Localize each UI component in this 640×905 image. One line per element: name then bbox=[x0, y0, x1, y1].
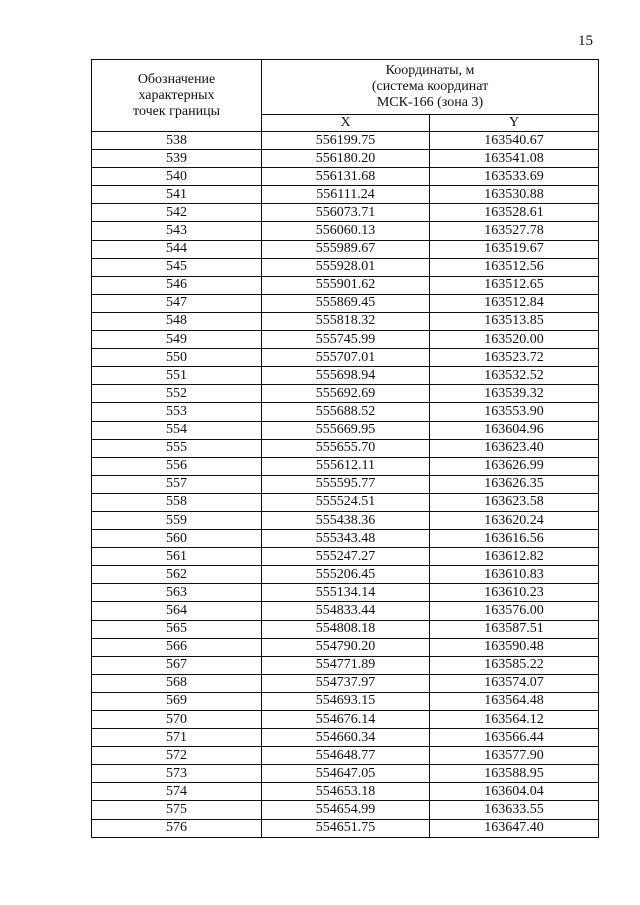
point-number-cell: 551 bbox=[92, 367, 262, 385]
coordinates-header bbox=[262, 60, 599, 115]
y-coordinate-cell: 163539.32 bbox=[430, 385, 599, 403]
coordinates-table bbox=[91, 59, 599, 838]
table-row bbox=[92, 367, 599, 385]
y-coordinate-cell: 163530.88 bbox=[430, 186, 599, 204]
point-number-cell: 564 bbox=[92, 602, 262, 620]
table-row bbox=[92, 656, 599, 674]
y-coordinate-cell: 163577.90 bbox=[430, 747, 599, 765]
table-row bbox=[92, 132, 599, 150]
table-row bbox=[92, 548, 599, 566]
point-number-cell: 544 bbox=[92, 240, 262, 258]
point-number-cell: 542 bbox=[92, 204, 262, 222]
x-coordinate-cell: 555524.51 bbox=[262, 493, 430, 511]
point-number-cell: 553 bbox=[92, 403, 262, 421]
designation-header bbox=[92, 60, 262, 132]
point-number-cell: 549 bbox=[92, 331, 262, 349]
y-coordinate-cell: 163553.90 bbox=[430, 403, 599, 421]
x-coordinate-cell: 554693.15 bbox=[262, 692, 430, 710]
table-row bbox=[92, 711, 599, 729]
table-row bbox=[92, 385, 599, 403]
y-coordinate-cell: 163576.00 bbox=[430, 602, 599, 620]
point-number-cell: 560 bbox=[92, 530, 262, 548]
y-coordinate-cell: 163528.61 bbox=[430, 204, 599, 222]
point-number-cell: 569 bbox=[92, 692, 262, 710]
table-row bbox=[92, 349, 599, 367]
point-number-cell: 541 bbox=[92, 186, 262, 204]
point-number-cell: 548 bbox=[92, 312, 262, 330]
y-coordinate-cell: 163626.99 bbox=[430, 457, 599, 475]
y-coordinate-cell: 163612.82 bbox=[430, 548, 599, 566]
page-number: 15 bbox=[578, 33, 593, 49]
table-row bbox=[92, 819, 599, 837]
x-coordinate-cell: 556060.13 bbox=[262, 222, 430, 240]
point-number-cell: 550 bbox=[92, 349, 262, 367]
table-row bbox=[92, 566, 599, 584]
y-coordinate-cell: 163564.12 bbox=[430, 711, 599, 729]
table-row bbox=[92, 493, 599, 511]
coordinates-header-line: (система координат bbox=[371, 79, 489, 94]
y-coordinate-cell: 163616.56 bbox=[430, 530, 599, 548]
table-row bbox=[92, 168, 599, 186]
point-number-cell: 567 bbox=[92, 656, 262, 674]
y-coordinate-cell: 163626.35 bbox=[430, 475, 599, 493]
y-coordinate-cell: 163610.83 bbox=[430, 566, 599, 584]
table-row bbox=[92, 204, 599, 222]
point-number-cell: 562 bbox=[92, 566, 262, 584]
coordinates-header-line: Координаты, м bbox=[385, 63, 475, 78]
x-coordinate-cell: 554737.97 bbox=[262, 674, 430, 692]
y-coordinate-cell: 163512.56 bbox=[430, 258, 599, 276]
x-coordinate-cell: 555206.45 bbox=[262, 566, 430, 584]
table-row bbox=[92, 674, 599, 692]
y-coordinate-cell: 163512.65 bbox=[430, 276, 599, 294]
x-coordinate-cell: 556131.68 bbox=[262, 168, 430, 186]
designation-header-line: точек границы bbox=[133, 103, 220, 119]
y-coordinate-cell: 163610.23 bbox=[430, 584, 599, 602]
y-coordinate-cell: 163523.72 bbox=[430, 349, 599, 367]
x-coordinate-cell: 555612.11 bbox=[262, 457, 430, 475]
y-coordinate-cell: 163532.52 bbox=[430, 367, 599, 385]
x-coordinate-cell: 556199.75 bbox=[262, 132, 430, 150]
table-row bbox=[92, 620, 599, 638]
point-number-cell: 570 bbox=[92, 711, 262, 729]
table-row bbox=[92, 421, 599, 439]
x-coordinate-cell: 555928.01 bbox=[262, 258, 430, 276]
table-row bbox=[92, 276, 599, 294]
point-number-cell: 547 bbox=[92, 294, 262, 312]
x-coordinate-cell: 554676.14 bbox=[262, 711, 430, 729]
point-number-cell: 565 bbox=[92, 620, 262, 638]
point-number-cell: 555 bbox=[92, 439, 262, 457]
point-number-cell: 574 bbox=[92, 783, 262, 801]
x-coordinate-cell: 555745.99 bbox=[262, 331, 430, 349]
point-number-cell: 571 bbox=[92, 729, 262, 747]
table-row bbox=[92, 584, 599, 602]
x-coordinate-cell: 555655.70 bbox=[262, 439, 430, 457]
x-coordinate-cell: 555692.69 bbox=[262, 385, 430, 403]
designation-header-line: Обозначение bbox=[137, 71, 216, 87]
table-row bbox=[92, 403, 599, 421]
table-row bbox=[92, 258, 599, 276]
x-coordinate-cell: 555669.95 bbox=[262, 421, 430, 439]
x-coordinate-cell: 554790.20 bbox=[262, 638, 430, 656]
table-row bbox=[92, 783, 599, 801]
point-number-cell: 554 bbox=[92, 421, 262, 439]
point-number-cell: 563 bbox=[92, 584, 262, 602]
table-row bbox=[92, 729, 599, 747]
table-row bbox=[92, 222, 599, 240]
x-coordinate-cell: 555438.36 bbox=[262, 511, 430, 529]
y-coordinate-cell: 163590.48 bbox=[430, 638, 599, 656]
y-coordinate-cell: 163604.96 bbox=[430, 421, 599, 439]
x-coordinate-cell: 555818.32 bbox=[262, 312, 430, 330]
table-row bbox=[92, 294, 599, 312]
x-coordinate-cell: 554808.18 bbox=[262, 620, 430, 638]
table-row bbox=[92, 312, 599, 330]
point-number-cell: 566 bbox=[92, 638, 262, 656]
x-column-header: X bbox=[262, 115, 430, 132]
y-coordinate-cell: 163585.22 bbox=[430, 656, 599, 674]
point-number-cell: 538 bbox=[92, 132, 262, 150]
x-coordinate-cell: 555134.14 bbox=[262, 584, 430, 602]
point-number-cell: 572 bbox=[92, 747, 262, 765]
y-coordinate-cell: 163564.48 bbox=[430, 692, 599, 710]
x-coordinate-cell: 555707.01 bbox=[262, 349, 430, 367]
table-row bbox=[92, 439, 599, 457]
x-coordinate-cell: 555595.77 bbox=[262, 475, 430, 493]
y-coordinate-cell: 163588.95 bbox=[430, 765, 599, 783]
point-number-cell: 568 bbox=[92, 674, 262, 692]
x-coordinate-cell: 555989.67 bbox=[262, 240, 430, 258]
x-coordinate-cell: 554648.77 bbox=[262, 747, 430, 765]
table-row bbox=[92, 331, 599, 349]
table-row bbox=[92, 240, 599, 258]
point-number-cell: 546 bbox=[92, 276, 262, 294]
point-number-cell: 576 bbox=[92, 819, 262, 837]
y-column-header: Y bbox=[430, 115, 599, 132]
x-coordinate-cell: 554653.18 bbox=[262, 783, 430, 801]
table-row bbox=[92, 511, 599, 529]
x-coordinate-cell: 556111.24 bbox=[262, 186, 430, 204]
y-coordinate-cell: 163541.08 bbox=[430, 150, 599, 168]
point-number-cell: 545 bbox=[92, 258, 262, 276]
y-coordinate-cell: 163633.55 bbox=[430, 801, 599, 819]
x-coordinate-cell: 556180.20 bbox=[262, 150, 430, 168]
x-coordinate-cell: 554647.05 bbox=[262, 765, 430, 783]
y-coordinate-cell: 163512.84 bbox=[430, 294, 599, 312]
point-number-cell: 558 bbox=[92, 493, 262, 511]
table-row bbox=[92, 638, 599, 656]
point-number-cell: 540 bbox=[92, 168, 262, 186]
y-coordinate-cell: 163540.67 bbox=[430, 132, 599, 150]
y-coordinate-cell: 163513.85 bbox=[430, 312, 599, 330]
x-coordinate-cell: 555869.45 bbox=[262, 294, 430, 312]
x-coordinate-cell: 555688.52 bbox=[262, 403, 430, 421]
x-coordinate-cell: 554660.34 bbox=[262, 729, 430, 747]
table-row bbox=[92, 530, 599, 548]
point-number-cell: 543 bbox=[92, 222, 262, 240]
y-coordinate-cell: 163520.00 bbox=[430, 331, 599, 349]
y-coordinate-cell: 163647.40 bbox=[430, 819, 599, 837]
y-coordinate-cell: 163566.44 bbox=[430, 729, 599, 747]
y-coordinate-cell: 163604.04 bbox=[430, 783, 599, 801]
x-coordinate-cell: 555698.94 bbox=[262, 367, 430, 385]
table-header bbox=[92, 60, 599, 132]
point-number-cell: 559 bbox=[92, 511, 262, 529]
y-coordinate-cell: 163623.40 bbox=[430, 439, 599, 457]
table-row bbox=[92, 801, 599, 819]
point-number-cell: 573 bbox=[92, 765, 262, 783]
y-coordinate-cell: 163527.78 bbox=[430, 222, 599, 240]
x-coordinate-cell: 555343.48 bbox=[262, 530, 430, 548]
designation-header-line: характерных bbox=[138, 87, 215, 103]
x-coordinate-cell: 554771.89 bbox=[262, 656, 430, 674]
x-coordinate-cell: 554833.44 bbox=[262, 602, 430, 620]
point-number-cell: 556 bbox=[92, 457, 262, 475]
x-coordinate-cell: 554654.99 bbox=[262, 801, 430, 819]
point-number-cell: 552 bbox=[92, 385, 262, 403]
table-row bbox=[92, 186, 599, 204]
x-coordinate-cell: 554651.75 bbox=[262, 819, 430, 837]
y-coordinate-cell: 163620.24 bbox=[430, 511, 599, 529]
y-coordinate-cell: 163587.51 bbox=[430, 620, 599, 638]
y-coordinate-cell: 163533.69 bbox=[430, 168, 599, 186]
x-coordinate-cell: 555247.27 bbox=[262, 548, 430, 566]
table-row bbox=[92, 150, 599, 168]
y-coordinate-cell: 163623.58 bbox=[430, 493, 599, 511]
point-number-cell: 539 bbox=[92, 150, 262, 168]
point-number-cell: 575 bbox=[92, 801, 262, 819]
table-row bbox=[92, 765, 599, 783]
table-row bbox=[92, 602, 599, 620]
table-row bbox=[92, 692, 599, 710]
table-row bbox=[92, 475, 599, 493]
table-row bbox=[92, 747, 599, 765]
table-body bbox=[92, 132, 599, 838]
table-row bbox=[92, 457, 599, 475]
y-coordinate-cell: 163574.07 bbox=[430, 674, 599, 692]
x-coordinate-cell: 555901.62 bbox=[262, 276, 430, 294]
point-number-cell: 561 bbox=[92, 548, 262, 566]
x-coordinate-cell: 556073.71 bbox=[262, 204, 430, 222]
coordinates-header-line: МСК-166 (зона 3) bbox=[376, 95, 484, 110]
y-coordinate-cell: 163519.67 bbox=[430, 240, 599, 258]
point-number-cell: 557 bbox=[92, 475, 262, 493]
